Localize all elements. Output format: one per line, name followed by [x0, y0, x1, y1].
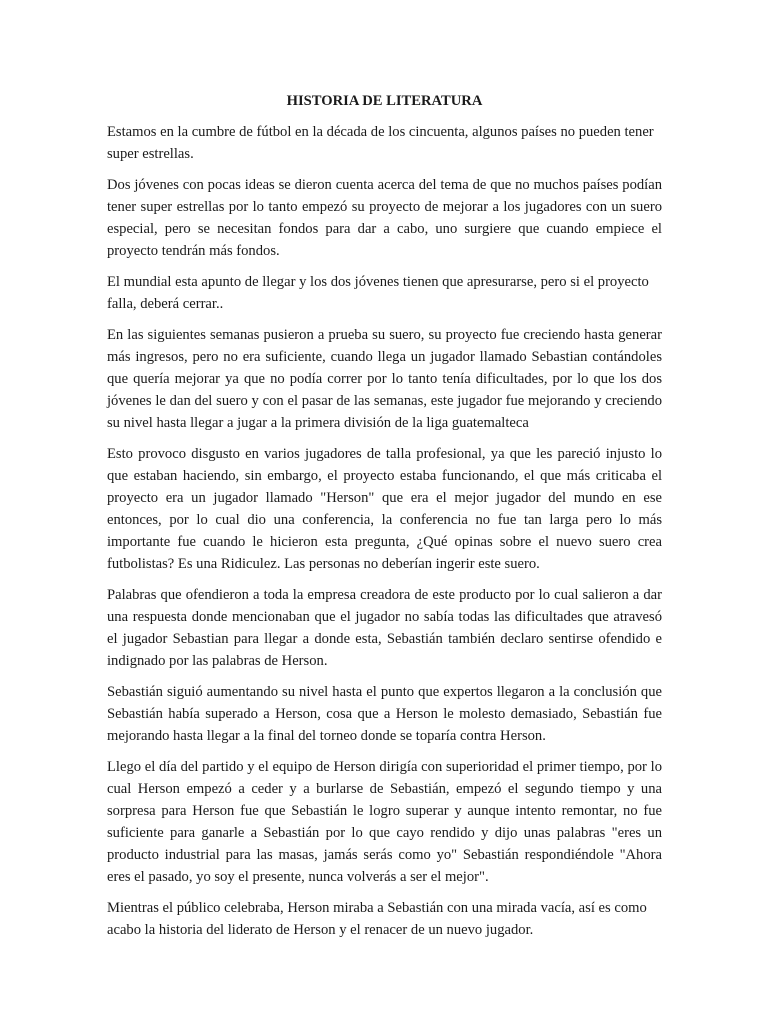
paragraph-3: El mundial esta apunto de llegar y los dos jóvenes tienen que apresurarse, pero si el proyecto falla, deberá cerrar..: [107, 274, 649, 312]
document-title: HISTORIA DE LITERATURA: [286, 93, 483, 109]
paragraph-5: Esto provoco disgusto en varios jugadores de talla profesional, ya que les pareció injusto lo que estaban haciendo, sin embargo, el proyecto estaba funcionando, el que más criticaba el proyecto era un jugador llamado "Herson" que era el mejor jugador del mundo en ese entonces, por lo cual dio una conferencia, la conferencia no fue tan larga pero lo más importante fue cuando le hicieron esta pregunta, ¿Qué opinas sobre el nuevo suero crea futbolistas? Es una Ridiculez. Las personas no deberían ingerir este suero.: [107, 446, 662, 572]
paragraph-2: Dos jóvenes con pocas ideas se dieron cuenta acerca del tema de que no muchos países podían tener super estrellas por lo tanto empezó su proyecto de mejorar a los jugadores con un suero especial, pero se necesitan fondos para dar a cabo, uno surgiere que cuando empiece el proyecto tendrán más fondos.: [107, 177, 662, 259]
paragraph-6: Palabras que ofendieron a toda la empresa creadora de este producto por lo cual salieron a dar una respuesta donde mencionaban que el jugador no sabía todas las dificultades que atravesó el jugador Sebastian para llegar a donde esta, Sebastián también declaro sentirse ofendido e indignado por las palabras de Herson.: [107, 587, 662, 669]
document-body: [107, 90, 662, 950]
paragraph-9: Mientras el público celebraba, Herson miraba a Sebastián con una mirada vacía, así es como acabo la historia del liderato de Herson y el renacer de un nuevo jugador.: [107, 900, 647, 938]
paragraph-1: Estamos en la cumbre de fútbol en la década de los cincuenta, algunos países no pueden tener super estrellas.: [107, 124, 654, 162]
paragraph-8: Llego el día del partido y el equipo de Herson dirigía con superioridad el primer tiempo, por lo cual Herson empezó a ceder y a burlarse de Sebastián, empezó el segundo tiempo y una sorpresa para Herson fue que Sebastián le logro superar y aunque intento remontar, no fue suficiente para ganarle a Sebastián por lo que cayo rendido y dijo unas palabras "eres un producto industrial para las masas, jamás serás como yo" Sebastián respondiéndole "Ahora eres el pasado, yo soy el presente, nunca volverás a ser el mejor".: [107, 759, 662, 885]
paragraph-4: En las siguientes semanas pusieron a prueba su suero, su proyecto fue creciendo hasta generar más ingresos, pero no era suficiente, cuando llega un jugador llamado Sebastian contándoles que quería mejorar ya que no podía correr por lo tanto tenía dificultades, por lo que los dos jóvenes le dan del suero y con el pasar de las semanas, este jugador fue mejorando y creciendo su nivel hasta llegar a jugar a la primera división de la liga guatemalteca: [107, 327, 662, 431]
paragraph-7: Sebastián siguió aumentando su nivel hasta el punto que expertos llegaron a la conclusión que Sebastián había superado a Herson, cosa que a Herson le molesto demasiado, Sebastián fue mejorando hasta llegar a la final del torneo donde se toparía contra Herson.: [107, 684, 662, 744]
